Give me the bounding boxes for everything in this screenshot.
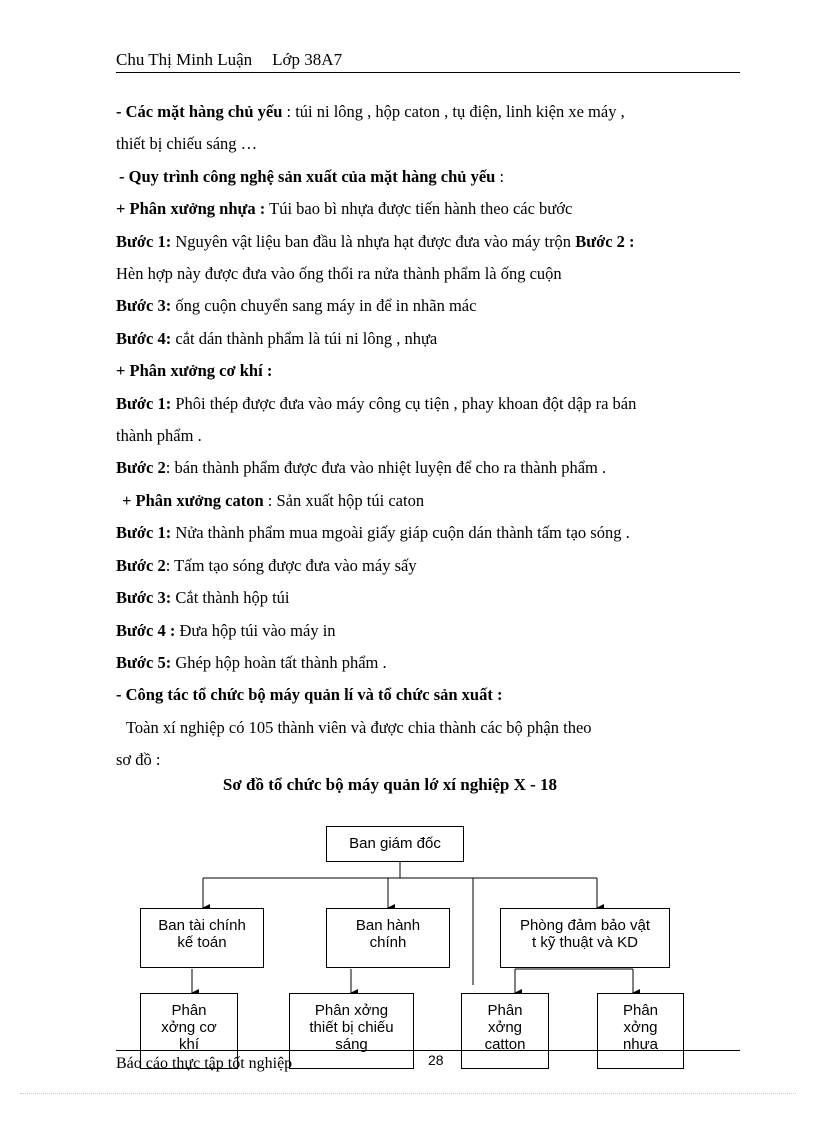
page-number: 28	[428, 1052, 444, 1068]
catton-workshop-box	[461, 993, 549, 1069]
box-label: khí	[178, 1036, 199, 1053]
tech-box	[500, 908, 670, 968]
box-label: xởng cơ	[161, 1019, 217, 1036]
text: Hèn hợp này được đưa vào ống thổi ra nửa thành phẩm là ống cuộn	[116, 264, 562, 284]
class-name: Lớp 38A7	[272, 50, 343, 69]
text: Toàn xí nghiệp có 105 thành viên và được chia thành các bộ phận theo	[126, 717, 592, 737]
footer-text: Báo cáo thực tập tốt nghiệp	[116, 1055, 293, 1072]
text: thiết bị chiếu sáng …	[116, 134, 258, 154]
box-label: sáng	[335, 1036, 368, 1053]
author-name: Chu Thị Minh Luận	[116, 50, 253, 69]
text: Nguyên vật liệu ban đầu là nhựa hạt được đưa vào máy trộn	[171, 231, 576, 251]
bold-text: + Phân xưởng nhựa :	[116, 199, 266, 219]
text: cắt dán thành phẩm là túi ni lông , nhựa	[171, 328, 438, 348]
admin-box	[326, 908, 450, 968]
bold-text: - Các mặt hàng chủ yếu	[116, 102, 283, 121]
text: : bán thành phẩm được đưa vào nhiệt luyện để cho ra thành phẩm .	[165, 458, 607, 478]
bold-text: Bước 4 :	[116, 620, 176, 640]
footer-rule	[116, 1050, 740, 1051]
bold-text: Bước 4:	[116, 328, 172, 348]
text: Phôi thép được đưa vào máy công cụ tiện , phay khoan đột dập ra bán	[171, 393, 637, 413]
director-box	[326, 826, 464, 862]
box-label: Phân	[487, 1002, 523, 1019]
box-label: kế toán	[177, 934, 227, 951]
bold-text: + Phân xưởng caton	[122, 490, 264, 510]
bold-text: + Phân xưởng cơ khí :	[116, 361, 273, 381]
text: Ghép hộp hoàn tất thành phẩm .	[171, 652, 387, 672]
box-label: t kỹ thuật và KD	[532, 934, 638, 951]
box-label: nhựa	[622, 1036, 659, 1053]
bold-text: Bước 3:	[116, 296, 172, 316]
plastic-workshop-box	[597, 993, 684, 1069]
text: thành phẩm .	[116, 426, 202, 446]
page-bottom-divider	[20, 1093, 796, 1094]
box-label: Phân	[622, 1002, 659, 1019]
text: Túi bao bì nhựa được tiến hành theo các bước	[265, 199, 573, 219]
text: : Tấm tạo sóng được đưa vào máy sấy	[165, 555, 417, 575]
text: : Sản xuất hộp túi caton	[263, 490, 425, 510]
text: ống cuộn chuyển sang máy in để in nhãn mác	[171, 296, 477, 316]
lighting-workshop-box	[289, 993, 414, 1069]
text: Cắt thành hộp túi	[171, 588, 290, 608]
bold-text: Bước 1:	[116, 231, 172, 251]
box-label: thiết bị chiếu	[309, 1019, 394, 1036]
text: :	[495, 166, 505, 186]
box-label: xởng	[487, 1019, 523, 1036]
bold-text: Bước 1:	[116, 523, 172, 543]
text: Đưa hộp túi vào máy in	[175, 620, 336, 640]
box-label: Ban hành	[355, 917, 421, 934]
bold-text: Bước 2	[116, 458, 166, 478]
text: sơ đồ :	[116, 750, 161, 770]
bold-text: Bước 3:	[116, 588, 172, 608]
box-label: Phân xởng	[314, 1002, 389, 1019]
box-label: chính	[369, 934, 407, 951]
diagram-title: Sơ đồ tổ chức bộ máy quản lớ xí nghiệp X - 18	[222, 775, 558, 794]
bold-text: Bước 5:	[116, 652, 172, 672]
bold-text: Bước 1:	[116, 393, 172, 413]
box-label: Phòng đảm bảo vật	[519, 917, 651, 934]
bold-text: Bước 2	[116, 555, 166, 575]
box-label: xởng	[623, 1019, 658, 1036]
box-label: catton	[484, 1036, 526, 1053]
box-label: Phân	[171, 1002, 207, 1019]
box-label: Ban giám đốc	[349, 835, 441, 852]
bold-text: - Quy trình công nghệ sản xuất của mặt hàng chủ yếu	[119, 166, 496, 186]
text: Nửa thành phẩm mua mgoài giấy giáp cuộn dán thành tấm tạo sóng .	[171, 523, 630, 543]
finance-box	[140, 908, 264, 968]
text: : túi ni lông , hộp caton , tụ điện, linh kiện xe máy ,	[282, 102, 625, 121]
bold-text: - Công tác tổ chức bộ máy quản lí và tổ chức sản xuất :	[116, 685, 503, 705]
box-label: Ban tài chính	[158, 917, 246, 934]
bold-text: Bước 2 :	[575, 231, 635, 251]
